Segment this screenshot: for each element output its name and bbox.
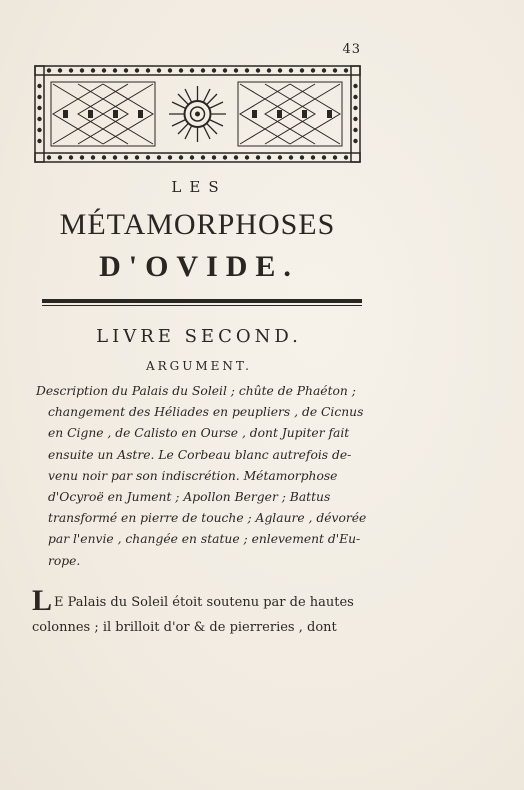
book-heading: LIVRE SECOND.: [96, 326, 302, 347]
title-les: LES: [171, 178, 227, 196]
argument-text: [36, 381, 366, 572]
argument-line: changement des Héliades en peupliers , de Cicnus: [48, 405, 364, 420]
body-line: colonnes ; il brilloit d'or & de pierreries , dont: [32, 620, 337, 635]
argument-line: Description du Palais du Soleil ; chûte de Phaéton ;: [36, 384, 356, 398]
body-text: [32, 584, 368, 640]
double-rule: [42, 299, 362, 306]
argument-line: en Cigne , de Calisto en Ourse , dont Jupiter fait: [48, 426, 350, 441]
drop-capital: L: [32, 584, 53, 617]
argument-line: venu noir par son indiscrétion. Métamorphose: [48, 468, 338, 483]
argument-line: d'Ocyroë en Jument ; Apollon Berger ; Battus: [48, 490, 331, 505]
argument-heading: ARGUMENT.: [145, 359, 252, 373]
argument-line: rope.: [48, 553, 81, 568]
headpiece-ornament: [33, 64, 362, 164]
title-metamorphoses: MÉTAMORPHOSES: [59, 208, 336, 241]
body-line: [32, 584, 368, 617]
argument-line: par l'envie , changée en statue ; enlevement d'Eu-: [48, 532, 361, 547]
argument-line: ensuite un Astre. Le Corbeau blanc autrefois de-: [48, 447, 352, 462]
title-ovide: D'OVIDE.: [99, 250, 299, 283]
body-line-text: E Palais du Soleil étoit soutenu par de hautes: [54, 595, 354, 610]
argument-line: transformé en pierre de touche ; Aglaure , dévorée: [48, 511, 367, 526]
page-number: 43: [342, 42, 361, 57]
